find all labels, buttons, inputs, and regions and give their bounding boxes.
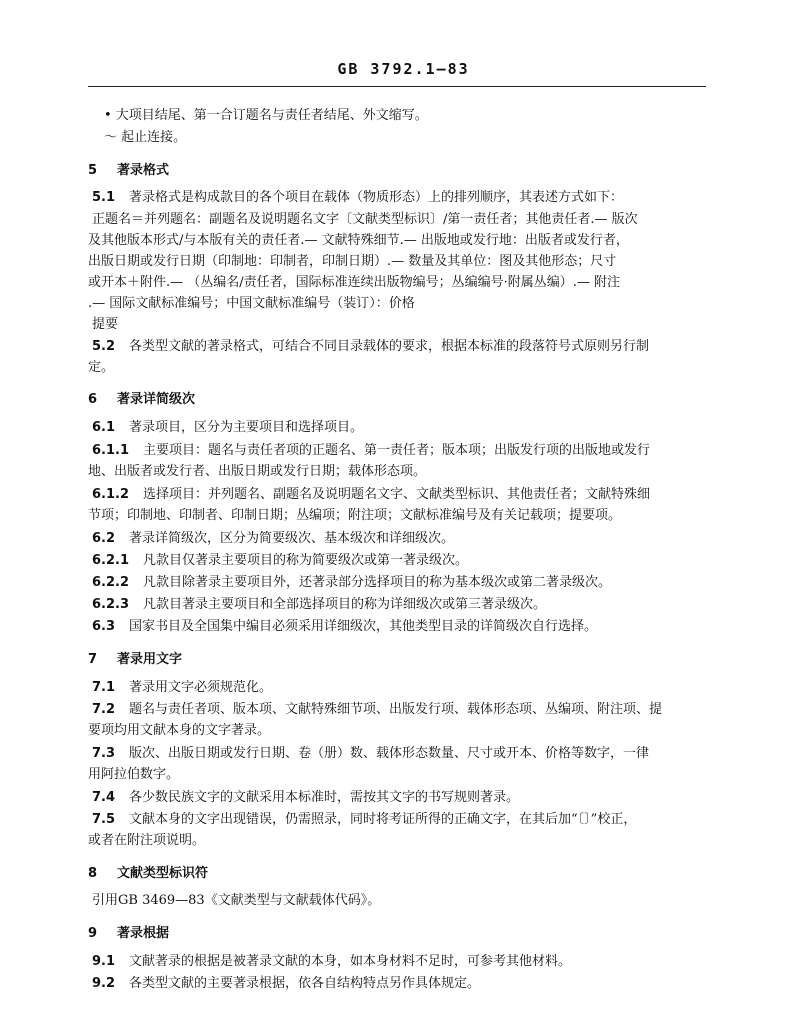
clause-number: 7.3 bbox=[92, 746, 116, 761]
section-number: 7 bbox=[88, 652, 98, 667]
section-number: 5 bbox=[88, 163, 98, 178]
format-line: 正题名＝并列题名：副题名及说明题名文字〔文献类型标识〕/第一责任者；其他责任者.— 版次 bbox=[92, 212, 638, 227]
clause-number: 7.5 bbox=[92, 812, 116, 827]
clause-text: 凡款目除著录主要项目外，还著录部分选择项目的称为基本级次或第二著录级次。 bbox=[143, 575, 612, 590]
clause-text: 各类型文献的著录格式，可结合不同目录载体的要求，根据本标准的段落符号式原则另行制 bbox=[129, 339, 650, 354]
section-6-heading bbox=[88, 392, 688, 408]
clause-number: 6.1.1 bbox=[92, 443, 130, 458]
clause-number: 6.2.1 bbox=[92, 553, 130, 568]
clause-text: 文献本身的文字出现错误，仍需照录，同时将考证所得的正确文字，在其后加“〔〕”校正， bbox=[129, 812, 637, 827]
section-title: 著录用文字 bbox=[117, 652, 183, 667]
section-5-heading bbox=[88, 163, 688, 179]
format-line: 提要 bbox=[92, 317, 119, 332]
clause-5-2 bbox=[92, 339, 692, 355]
clause-text: 著录项目，区分为主要项目和选择项目。 bbox=[129, 420, 364, 435]
clause-5-1 bbox=[92, 190, 692, 206]
clause-number: 6.1 bbox=[92, 420, 116, 435]
clause-6-1 bbox=[92, 420, 692, 436]
clause-8-text: 引用GB 3469—83《文献类型与文献载体代码》。 bbox=[92, 893, 381, 908]
clause-text: 题名与责任者项、版本项、文献特殊细节项、出版发行项、载体形态项、丛编项、附注项、提 bbox=[129, 702, 663, 717]
section-title: 著录详简级次 bbox=[117, 392, 196, 407]
clause-7-1 bbox=[92, 680, 692, 696]
clause-6-2-2 bbox=[92, 575, 692, 591]
section-title: 著录格式 bbox=[117, 163, 170, 178]
clause-7-5 bbox=[92, 812, 692, 828]
clause-number: 6.3 bbox=[92, 619, 116, 634]
clause-number: 7.1 bbox=[92, 680, 116, 695]
format-line: .— 国际文献标准编号；中国文献标准编号（装订）：价格 bbox=[88, 296, 415, 311]
section-number: 8 bbox=[88, 866, 98, 881]
clause-number: 6.1.2 bbox=[92, 487, 130, 502]
section-9-heading bbox=[88, 926, 688, 942]
standard-number-header: GB 3792.1—83 bbox=[337, 60, 470, 78]
section-title: 著录根据 bbox=[117, 926, 170, 941]
clause-number: 6.2.3 bbox=[92, 597, 130, 612]
clause-9-2 bbox=[92, 976, 692, 992]
clause-text: 国家书目及全国集中编目必须采用详细级次，其他类型目录的详简级次自行选择。 bbox=[129, 619, 598, 634]
clause-continuation: 地、出版者或发行者、出版日期或发行日期；载体形态项。 bbox=[88, 464, 427, 479]
format-line: 出版日期或发行日期（印制地：印制者，印制日期）.— 数量及其单位：图及其他形态；尺寸 bbox=[88, 254, 617, 269]
clause-text: 各少数民族文字的文献采用本标准时，需按其文字的书写规则著录。 bbox=[129, 790, 520, 805]
clause-number: 9.1 bbox=[92, 954, 116, 969]
clause-text: 各类型文献的主要著录根据，依各自结构特点另作具体规定。 bbox=[129, 976, 481, 991]
clause-text: 版次、出版日期或发行日期、卷（册）数、载体形态数量、尺寸或开本、价格等数字，一律 bbox=[129, 746, 650, 761]
clause-text: 著录格式是构成款目的各个项目在载体（物质形态）上的排列顺序，其表述方式如下： bbox=[129, 190, 624, 205]
section-number: 6 bbox=[88, 392, 98, 407]
clause-6-2-3 bbox=[92, 597, 692, 613]
section-title: 文献类型标识符 bbox=[117, 866, 209, 881]
format-line: 及其他版本形式/与本版有关的责任者.— 文献特殊细节.— 出版地或发行地：出版者或发行者， bbox=[88, 233, 629, 248]
clause-6-2-1 bbox=[92, 553, 692, 569]
intro-line-1: • 大项目结尾、第一合订题名与责任者结尾、外文缩写。 bbox=[104, 108, 428, 123]
clause-text: 凡款目仅著录主要项目的称为简要级次或第一著录级次。 bbox=[143, 553, 469, 568]
clause-number: 7.4 bbox=[92, 790, 116, 805]
section-number: 9 bbox=[88, 926, 98, 941]
header-rule bbox=[88, 86, 706, 87]
clause-text: 选择项目：并列题名、副题名及说明题名文字、文献类型标识、其他责任者；文献特殊细 bbox=[143, 487, 651, 502]
clause-7-3 bbox=[92, 746, 692, 762]
clause-number: 6.2 bbox=[92, 531, 116, 546]
clause-number: 9.2 bbox=[92, 976, 116, 991]
clause-7-4 bbox=[92, 790, 692, 806]
section-8-heading bbox=[88, 866, 688, 882]
clause-9-1 bbox=[92, 954, 692, 970]
section-7-heading bbox=[88, 652, 688, 668]
clause-text: 著录详简级次，区分为简要级次、基本级次和详细级次。 bbox=[129, 531, 455, 546]
clause-number: 5.1 bbox=[92, 190, 116, 205]
clause-6-1-2 bbox=[92, 487, 692, 503]
clause-text: 文献著录的根据是被著录文献的本身，如本身材料不足时，可参考其他材料。 bbox=[129, 954, 572, 969]
clause-continuation: 用阿拉伯数字。 bbox=[88, 767, 180, 782]
clause-text: 主要项目：题名与责任者项的正题名、第一责任者；版本项；出版发行项的出版地或发行 bbox=[143, 443, 651, 458]
clause-continuation: 定。 bbox=[88, 360, 115, 375]
clause-6-3 bbox=[92, 619, 692, 635]
clause-continuation: 要项均用文献本身的文字著录。 bbox=[88, 723, 271, 738]
clause-6-1-1 bbox=[92, 443, 692, 459]
clause-6-2 bbox=[92, 531, 692, 547]
clause-number: 6.2.2 bbox=[92, 575, 130, 590]
clause-7-2 bbox=[92, 702, 692, 718]
format-line: 或开本＋附件.— （丛编名/责任者，国际标准连续出版物编号；丛编编号·附属丛编）.— 附注 bbox=[88, 275, 621, 290]
clause-continuation: 节项；印制地、印制者、印制日期；丛编项；附注项；文献标准编号及有关记载项；提要项。 bbox=[88, 508, 622, 523]
clause-number: 7.2 bbox=[92, 702, 116, 717]
clause-text: 凡款目著录主要项目和全部选择项目的称为详细级次或第三著录级次。 bbox=[143, 597, 547, 612]
clause-number: 5.2 bbox=[92, 339, 116, 354]
clause-continuation: 或者在附注项说明。 bbox=[88, 833, 206, 848]
intro-line-2: ～ 起止连接。 bbox=[104, 130, 187, 145]
clause-text: 著录用文字必须规范化。 bbox=[129, 680, 273, 695]
